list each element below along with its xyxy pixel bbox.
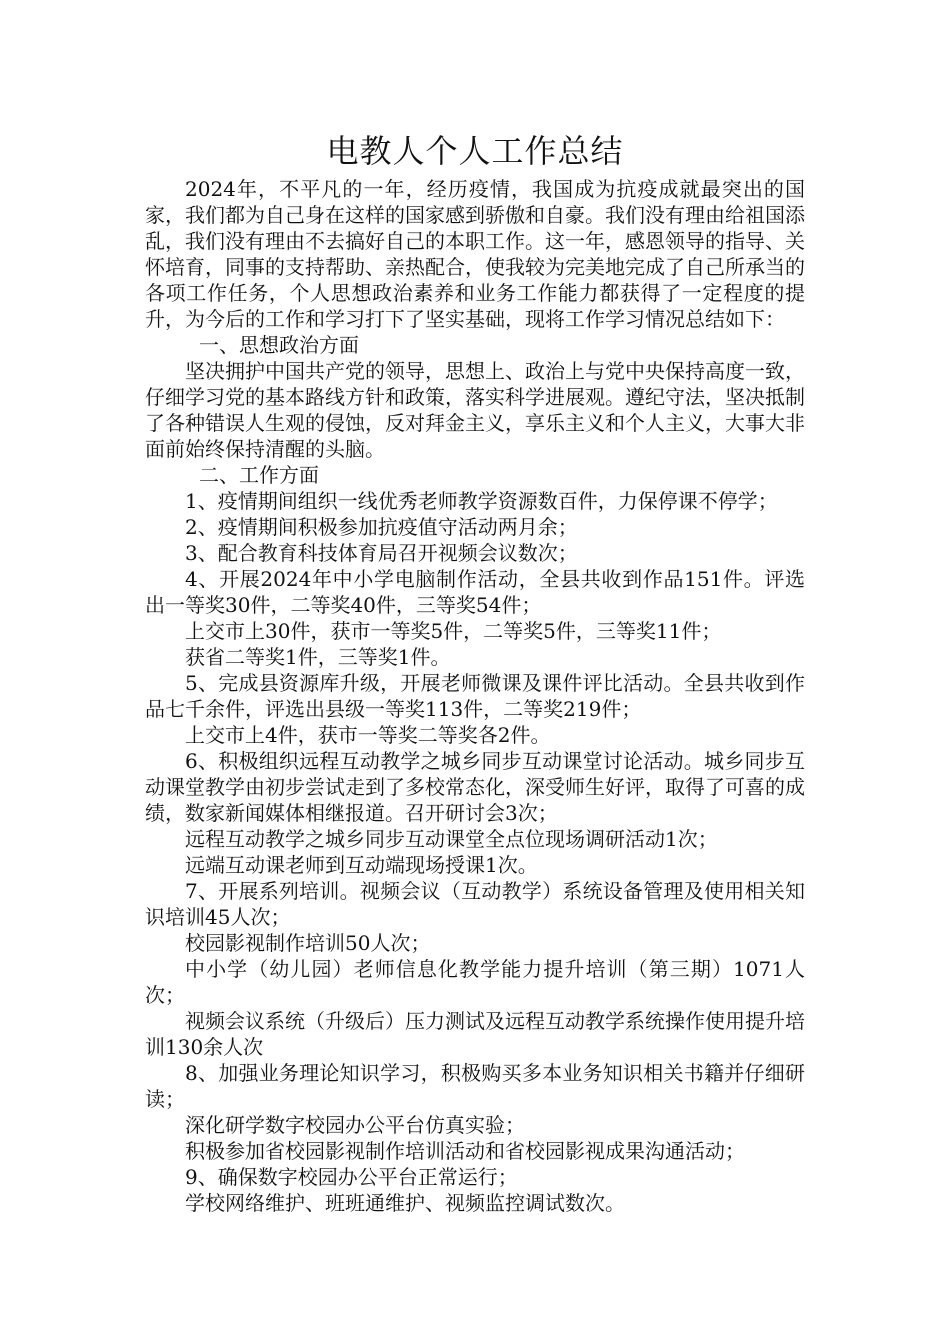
work-item-6-survey: 远程互动教学之城乡同步互动课堂全点位现场调研活动1次；: [185, 827, 718, 851]
politics-paragraph: 坚决拥护中国共产党的领导，思想上、政治上与党中央保持高度一致，仔细学习党的基本路线方针和政策，落实科学进展观。遵纪守法，坚决抵制了各种错误人生观的侵蚀，反对拜金主义，享乐主义和个人主义，大事大非面前始终保持清醒的头脑。: [145, 359, 805, 461]
work-item-8-province: 积极参加省校园影视制作培训活动和省校园影视成果沟通活动；: [185, 1139, 745, 1163]
work-item-4-city: 上交市上30件，获市一等奖5件，二等奖5件，三等奖11件；: [185, 619, 722, 643]
work-item-6: 6、积极组织远程互动教学之城乡同步互动课堂讨论活动。城乡同步互动课堂教学由初步尝试走到了多校常态化，深受师生好评，取得了可喜的成绩，数家新闻媒体相继报道。召开研讨会3次；: [145, 749, 805, 825]
work-item-2: 2、疫情期间积极参加抗疫值守活动两月余；: [185, 515, 578, 539]
document-body: [145, 176, 805, 1216]
work-item-8-campus: 深化研学数字校园办公平台仿真实验；: [185, 1113, 525, 1137]
work-item-7-film: 校园影视制作培训50人次；: [185, 931, 431, 955]
work-item-7-info: 中小学（幼儿园）老师信息化教学能力提升培训（第三期）1071人次；: [145, 957, 805, 1007]
document-page: [145, 128, 805, 1216]
work-item-7-video: 视频会议系统（升级后）压力测试及远程互动教学系统操作使用提升培训130余人次: [145, 1009, 805, 1059]
section-heading-politics: 一、思想政治方面: [199, 333, 359, 357]
work-item-5: 5、完成县资源库升级，开展老师微课及课件评比活动。全县共收到作品七千余件，评选出县级一等奖113件，二等奖219件；: [145, 671, 805, 721]
work-item-5-city: 上交市上4件，获市一等奖二等奖各2件。: [185, 723, 551, 747]
work-item-3: 3、配合教育科技体育局召开视频会议数次；: [185, 541, 578, 565]
work-item-4: 4、开展2024年中小学电脑制作活动，全县共收到作品151件。评选出一等奖30件，二等奖40件，三等奖54件；: [145, 567, 805, 617]
work-item-7: 7、开展系列培训。视频会议（互动教学）系统设备管理及使用相关知识培训45人次；: [145, 879, 805, 929]
work-item-8: 8、加强业务理论知识学习，积极购买多本业务知识相关书籍并仔细研读；: [145, 1061, 805, 1111]
work-item-4-province: 获省二等奖1件，三等奖1件。: [185, 645, 451, 669]
work-item-6-teaching: 远端互动课老师到互动端现场授课1次。: [185, 853, 538, 877]
intro-paragraph: 2024年，不平凡的一年，经历疫情，我国成为抗疫成就最突出的国家，我们都为自己身在这样的国家感到骄傲和自豪。我们没有理由给祖国添乱，我们没有理由不去搞好自己的本职工作。这一年，感恩领导的指导、关怀培育，同事的支持帮助、亲热配合，使我较为完美地完成了自己所承当的各项工作任务，个人思想政治素养和业务工作能力都获得了一定程度的提升，为今后的工作和学习打下了坚实基础，现将工作学习情况总结如下：: [145, 177, 805, 331]
work-item-1: 1、疫情期间组织一线优秀老师教学资源数百件，力保停课不停学；: [185, 489, 778, 513]
work-item-9-network: 学校网络维护、班班通维护、视频监控调试数次。: [185, 1191, 625, 1215]
work-item-9: 9、确保数字校园办公平台正常运行；: [185, 1165, 518, 1189]
section-heading-work: 二、工作方面: [199, 463, 319, 487]
document-title: 电教人个人工作总结: [326, 132, 624, 170]
